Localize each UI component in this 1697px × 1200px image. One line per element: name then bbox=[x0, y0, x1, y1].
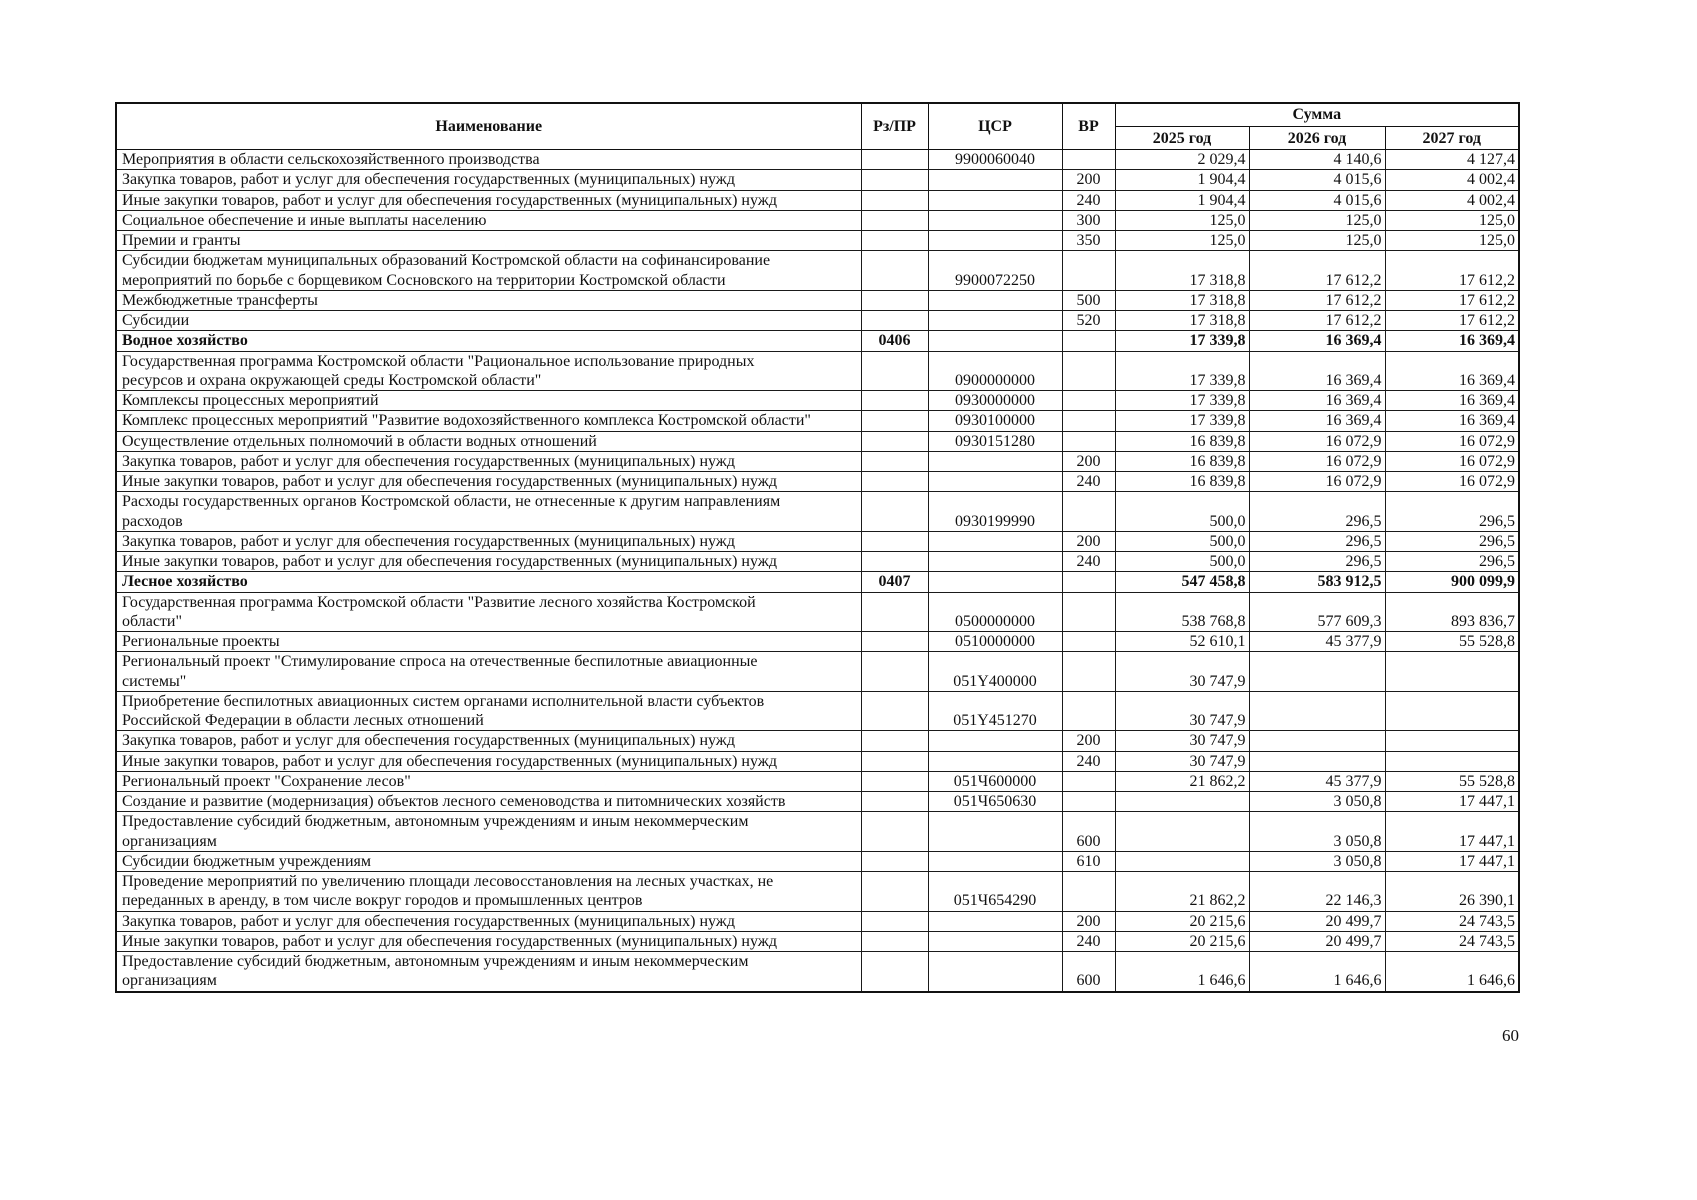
row-sum-2027: 893 836,7 bbox=[1385, 592, 1519, 632]
row-sum-2027: 55 528,8 bbox=[1385, 771, 1519, 791]
row-name: Иные закупки товаров, работ и услуг для обеспечения государственных (муниципальных) нужд bbox=[116, 190, 861, 210]
row-rz-pr bbox=[861, 691, 928, 731]
row-sum-2026 bbox=[1249, 731, 1385, 751]
table-row bbox=[116, 872, 1519, 912]
row-vr: 200 bbox=[1062, 911, 1115, 931]
row-name: Комплексы процессных мероприятий bbox=[116, 391, 861, 411]
row-csr bbox=[928, 812, 1062, 852]
row-sum-2027: 4 002,4 bbox=[1385, 170, 1519, 190]
row-rz-pr bbox=[861, 771, 928, 791]
row-sum-2027: 24 743,5 bbox=[1385, 911, 1519, 931]
row-rz-pr bbox=[861, 391, 928, 411]
row-name: Предоставление субсидий бюджетным, автономным учреждениям и иным некоммерческим организациям bbox=[116, 812, 861, 852]
row-sum-2027: 296,5 bbox=[1385, 531, 1519, 551]
row-rz-pr bbox=[861, 431, 928, 451]
table-row bbox=[116, 170, 1519, 190]
row-name: Межбюджетные трансферты bbox=[116, 290, 861, 310]
row-sum-2025: 21 862,2 bbox=[1115, 872, 1249, 912]
table-row bbox=[116, 391, 1519, 411]
row-csr: 0930151280 bbox=[928, 431, 1062, 451]
table-row bbox=[116, 952, 1519, 992]
row-sum-2026: 16 369,4 bbox=[1249, 391, 1385, 411]
table-row bbox=[116, 771, 1519, 791]
row-rz-pr bbox=[861, 451, 928, 471]
row-csr bbox=[928, 572, 1062, 592]
table-row bbox=[116, 290, 1519, 310]
row-sum-2025: 125,0 bbox=[1115, 210, 1249, 230]
table-row bbox=[116, 592, 1519, 632]
row-sum-2025: 538 768,8 bbox=[1115, 592, 1249, 632]
row-sum-2025 bbox=[1115, 792, 1249, 812]
row-sum-2026: 296,5 bbox=[1249, 492, 1385, 532]
row-sum-2027: 17 447,1 bbox=[1385, 812, 1519, 852]
row-vr bbox=[1062, 351, 1115, 391]
table-header-row bbox=[116, 103, 1519, 127]
row-name: Субсидии бюджетным учреждениям bbox=[116, 851, 861, 871]
row-sum-2025: 17 318,8 bbox=[1115, 251, 1249, 291]
row-vr bbox=[1062, 331, 1115, 351]
row-name: Региональный проект "Сохранение лесов" bbox=[116, 771, 861, 791]
row-sum-2026: 17 612,2 bbox=[1249, 251, 1385, 291]
row-sum-2027 bbox=[1385, 751, 1519, 771]
row-sum-2026: 583 912,5 bbox=[1249, 572, 1385, 592]
row-csr: 051Y400000 bbox=[928, 652, 1062, 692]
row-name: Иные закупки товаров, работ и услуг для обеспечения государственных (муниципальных) нужд bbox=[116, 552, 861, 572]
row-sum-2025: 17 339,8 bbox=[1115, 331, 1249, 351]
row-sum-2027: 4 002,4 bbox=[1385, 190, 1519, 210]
row-name: Комплекс процессных мероприятий "Развитие водохозяйственного комплекса Костромской области" bbox=[116, 411, 861, 431]
row-vr: 500 bbox=[1062, 290, 1115, 310]
row-sum-2026: 3 050,8 bbox=[1249, 851, 1385, 871]
table-row bbox=[116, 632, 1519, 652]
header-rz-pr: Рз/ПР bbox=[861, 103, 928, 150]
row-rz-pr bbox=[861, 311, 928, 331]
row-sum-2026 bbox=[1249, 691, 1385, 731]
header-csr: ЦСР bbox=[928, 103, 1062, 150]
row-sum-2027 bbox=[1385, 652, 1519, 692]
row-sum-2025: 21 862,2 bbox=[1115, 771, 1249, 791]
row-name: Водное хозяйство bbox=[116, 331, 861, 351]
row-rz-pr: 0406 bbox=[861, 331, 928, 351]
row-sum-2026: 20 499,7 bbox=[1249, 931, 1385, 951]
row-rz-pr bbox=[861, 531, 928, 551]
row-sum-2027: 17 447,1 bbox=[1385, 792, 1519, 812]
table-row bbox=[116, 311, 1519, 331]
table-row bbox=[116, 150, 1519, 170]
row-sum-2026: 17 612,2 bbox=[1249, 290, 1385, 310]
table-header bbox=[116, 103, 1519, 150]
row-sum-2025: 125,0 bbox=[1115, 231, 1249, 251]
row-csr bbox=[928, 931, 1062, 951]
row-vr bbox=[1062, 691, 1115, 731]
row-vr: 350 bbox=[1062, 231, 1115, 251]
row-csr: 0930000000 bbox=[928, 391, 1062, 411]
row-csr: 051Ч600000 bbox=[928, 771, 1062, 791]
row-sum-2027: 16 369,4 bbox=[1385, 391, 1519, 411]
row-sum-2027: 16 072,9 bbox=[1385, 431, 1519, 451]
row-sum-2026: 125,0 bbox=[1249, 210, 1385, 230]
header-sum: Сумма bbox=[1115, 103, 1519, 127]
row-sum-2026: 3 050,8 bbox=[1249, 792, 1385, 812]
row-csr: 0930100000 bbox=[928, 411, 1062, 431]
row-name: Региональные проекты bbox=[116, 632, 861, 652]
table-row bbox=[116, 251, 1519, 291]
row-vr: 600 bbox=[1062, 952, 1115, 992]
row-sum-2025: 1 904,4 bbox=[1115, 170, 1249, 190]
row-name: Приобретение беспилотных авиационных систем органами исполнительной власти субъектов Российской Федерации в области лесных отношений bbox=[116, 691, 861, 731]
table-row bbox=[116, 851, 1519, 871]
table-row bbox=[116, 552, 1519, 572]
row-csr: 051Ч654290 bbox=[928, 872, 1062, 912]
row-sum-2027: 17 447,1 bbox=[1385, 851, 1519, 871]
row-rz-pr bbox=[861, 812, 928, 852]
row-vr: 600 bbox=[1062, 812, 1115, 852]
row-csr bbox=[928, 210, 1062, 230]
row-rz-pr bbox=[861, 290, 928, 310]
page-number: 60 bbox=[1502, 1026, 1519, 1045]
row-rz-pr bbox=[861, 851, 928, 871]
row-sum-2026: 3 050,8 bbox=[1249, 812, 1385, 852]
row-sum-2027: 16 369,4 bbox=[1385, 411, 1519, 431]
row-csr: 051Y451270 bbox=[928, 691, 1062, 731]
row-sum-2026: 16 369,4 bbox=[1249, 351, 1385, 391]
row-sum-2027 bbox=[1385, 731, 1519, 751]
row-vr bbox=[1062, 792, 1115, 812]
row-sum-2027: 17 612,2 bbox=[1385, 290, 1519, 310]
row-rz-pr bbox=[861, 872, 928, 912]
row-name: Субсидии bbox=[116, 311, 861, 331]
row-csr: 0900000000 bbox=[928, 351, 1062, 391]
row-rz-pr bbox=[861, 792, 928, 812]
row-vr: 610 bbox=[1062, 851, 1115, 871]
row-sum-2026 bbox=[1249, 652, 1385, 692]
row-vr: 240 bbox=[1062, 190, 1115, 210]
row-vr: 240 bbox=[1062, 552, 1115, 572]
row-sum-2025: 2 029,4 bbox=[1115, 150, 1249, 170]
row-sum-2027: 16 369,4 bbox=[1385, 331, 1519, 351]
row-csr bbox=[928, 952, 1062, 992]
row-rz-pr bbox=[861, 351, 928, 391]
table-body bbox=[116, 150, 1519, 992]
row-csr: 9900072250 bbox=[928, 251, 1062, 291]
row-vr bbox=[1062, 251, 1115, 291]
row-sum-2025: 16 839,8 bbox=[1115, 451, 1249, 471]
row-sum-2027 bbox=[1385, 691, 1519, 731]
row-vr bbox=[1062, 872, 1115, 912]
table-row bbox=[116, 652, 1519, 692]
table-row bbox=[116, 472, 1519, 492]
row-rz-pr bbox=[861, 652, 928, 692]
table-row bbox=[116, 351, 1519, 391]
table-row bbox=[116, 812, 1519, 852]
row-sum-2027: 125,0 bbox=[1385, 231, 1519, 251]
row-sum-2026: 45 377,9 bbox=[1249, 771, 1385, 791]
row-sum-2025: 500,0 bbox=[1115, 492, 1249, 532]
row-name: Премии и гранты bbox=[116, 231, 861, 251]
row-name: Создание и развитие (модернизация) объектов лесного семеноводства и питомнических хозяйств bbox=[116, 792, 861, 812]
row-vr: 200 bbox=[1062, 731, 1115, 751]
row-sum-2026: 296,5 bbox=[1249, 552, 1385, 572]
row-csr bbox=[928, 190, 1062, 210]
row-csr bbox=[928, 290, 1062, 310]
row-vr bbox=[1062, 771, 1115, 791]
row-rz-pr bbox=[861, 931, 928, 951]
row-name: Лесное хозяйство bbox=[116, 572, 861, 592]
row-rz-pr bbox=[861, 731, 928, 751]
row-sum-2027: 1 646,6 bbox=[1385, 952, 1519, 992]
row-sum-2026: 16 369,4 bbox=[1249, 411, 1385, 431]
row-name: Иные закупки товаров, работ и услуг для обеспечения государственных (муниципальных) нужд bbox=[116, 931, 861, 951]
row-vr bbox=[1062, 431, 1115, 451]
row-sum-2025: 30 747,9 bbox=[1115, 731, 1249, 751]
row-sum-2025: 17 318,8 bbox=[1115, 290, 1249, 310]
row-rz-pr bbox=[861, 911, 928, 931]
table-row bbox=[116, 691, 1519, 731]
row-name: Мероприятия в области сельскохозяйственного производства bbox=[116, 150, 861, 170]
row-sum-2026: 17 612,2 bbox=[1249, 311, 1385, 331]
row-vr: 240 bbox=[1062, 751, 1115, 771]
row-name: Расходы государственных органов Костромской области, не отнесенные к другим направлениям расходов bbox=[116, 492, 861, 532]
row-csr bbox=[928, 911, 1062, 931]
row-name: Осуществление отдельных полномочий в области водных отношений bbox=[116, 431, 861, 451]
row-sum-2027: 900 099,9 bbox=[1385, 572, 1519, 592]
row-sum-2025: 500,0 bbox=[1115, 552, 1249, 572]
row-sum-2026: 4 015,6 bbox=[1249, 190, 1385, 210]
row-csr bbox=[928, 531, 1062, 551]
table-row bbox=[116, 731, 1519, 751]
row-rz-pr bbox=[861, 190, 928, 210]
row-sum-2025: 30 747,9 bbox=[1115, 652, 1249, 692]
row-sum-2026 bbox=[1249, 751, 1385, 771]
row-rz-pr: 0407 bbox=[861, 572, 928, 592]
row-sum-2025: 17 339,8 bbox=[1115, 411, 1249, 431]
row-sum-2025: 20 215,6 bbox=[1115, 931, 1249, 951]
row-sum-2026: 16 072,9 bbox=[1249, 451, 1385, 471]
header-vr: ВР bbox=[1062, 103, 1115, 150]
row-name: Иные закупки товаров, работ и услуг для обеспечения государственных (муниципальных) нужд bbox=[116, 751, 861, 771]
row-rz-pr bbox=[861, 552, 928, 572]
row-csr bbox=[928, 311, 1062, 331]
row-rz-pr bbox=[861, 592, 928, 632]
row-sum-2025: 52 610,1 bbox=[1115, 632, 1249, 652]
row-sum-2025: 20 215,6 bbox=[1115, 911, 1249, 931]
row-csr bbox=[928, 472, 1062, 492]
table-row bbox=[116, 210, 1519, 230]
row-csr: 9900060040 bbox=[928, 150, 1062, 170]
row-sum-2026: 16 369,4 bbox=[1249, 331, 1385, 351]
row-sum-2026: 16 072,9 bbox=[1249, 431, 1385, 451]
row-sum-2026: 577 609,3 bbox=[1249, 592, 1385, 632]
table-row bbox=[116, 231, 1519, 251]
row-sum-2026: 20 499,7 bbox=[1249, 911, 1385, 931]
row-sum-2025: 1 904,4 bbox=[1115, 190, 1249, 210]
row-vr bbox=[1062, 492, 1115, 532]
row-csr bbox=[928, 851, 1062, 871]
table-row bbox=[116, 792, 1519, 812]
row-rz-pr bbox=[861, 492, 928, 532]
row-sum-2027: 26 390,1 bbox=[1385, 872, 1519, 912]
row-name: Предоставление субсидий бюджетным, автономным учреждениям и иным некоммерческим организациям bbox=[116, 952, 861, 992]
row-sum-2027: 55 528,8 bbox=[1385, 632, 1519, 652]
row-sum-2026: 4 015,6 bbox=[1249, 170, 1385, 190]
table-row bbox=[116, 451, 1519, 471]
row-sum-2026: 45 377,9 bbox=[1249, 632, 1385, 652]
row-sum-2026: 1 646,6 bbox=[1249, 952, 1385, 992]
row-sum-2025 bbox=[1115, 812, 1249, 852]
row-rz-pr bbox=[861, 472, 928, 492]
row-sum-2025: 500,0 bbox=[1115, 531, 1249, 551]
row-name: Государственная программа Костромской области "Развитие лесного хозяйства Костромской области" bbox=[116, 592, 861, 632]
row-name: Закупка товаров, работ и услуг для обеспечения государственных (муниципальных) нужд bbox=[116, 731, 861, 751]
row-sum-2027: 17 612,2 bbox=[1385, 251, 1519, 291]
row-csr bbox=[928, 170, 1062, 190]
row-vr: 300 bbox=[1062, 210, 1115, 230]
row-sum-2026: 22 146,3 bbox=[1249, 872, 1385, 912]
row-sum-2025: 16 839,8 bbox=[1115, 431, 1249, 451]
row-rz-pr bbox=[861, 411, 928, 431]
table-row bbox=[116, 411, 1519, 431]
row-name: Закупка товаров, работ и услуг для обеспечения государственных (муниципальных) нужд bbox=[116, 451, 861, 471]
row-rz-pr bbox=[861, 251, 928, 291]
row-name: Субсидии бюджетам муниципальных образований Костромской области на софинансирование мероприятий по борьбе с борщевиком Сосновского на территории Костромской области bbox=[116, 251, 861, 291]
row-sum-2027: 24 743,5 bbox=[1385, 931, 1519, 951]
row-vr: 200 bbox=[1062, 170, 1115, 190]
row-sum-2027: 4 127,4 bbox=[1385, 150, 1519, 170]
row-sum-2025: 17 339,8 bbox=[1115, 351, 1249, 391]
row-vr: 520 bbox=[1062, 311, 1115, 331]
row-sum-2027: 16 072,9 bbox=[1385, 451, 1519, 471]
row-csr bbox=[928, 331, 1062, 351]
row-sum-2027: 16 369,4 bbox=[1385, 351, 1519, 391]
row-name: Закупка товаров, работ и услуг для обеспечения государственных (муниципальных) нужд bbox=[116, 911, 861, 931]
row-rz-pr bbox=[861, 210, 928, 230]
row-csr bbox=[928, 552, 1062, 572]
row-sum-2025 bbox=[1115, 851, 1249, 871]
table-row bbox=[116, 931, 1519, 951]
row-name: Проведение мероприятий по увеличению площади лесовосстановления на лесных участках, не переданных в аренду, в том числе вокруг городов и промышленных центров bbox=[116, 872, 861, 912]
header-name: Наименование bbox=[116, 103, 861, 150]
row-sum-2027: 17 612,2 bbox=[1385, 311, 1519, 331]
table-row bbox=[116, 531, 1519, 551]
row-sum-2025: 1 646,6 bbox=[1115, 952, 1249, 992]
row-sum-2027: 296,5 bbox=[1385, 492, 1519, 532]
header-year-2027: 2027 год bbox=[1385, 127, 1519, 150]
row-vr bbox=[1062, 592, 1115, 632]
row-sum-2027: 125,0 bbox=[1385, 210, 1519, 230]
row-sum-2026: 16 072,9 bbox=[1249, 472, 1385, 492]
row-csr bbox=[928, 731, 1062, 751]
row-rz-pr bbox=[861, 170, 928, 190]
row-vr bbox=[1062, 150, 1115, 170]
header-year-2025: 2025 год bbox=[1115, 127, 1249, 150]
row-vr bbox=[1062, 391, 1115, 411]
row-name: Социальное обеспечение и иные выплаты населению bbox=[116, 210, 861, 230]
row-rz-pr bbox=[861, 150, 928, 170]
row-sum-2027: 296,5 bbox=[1385, 552, 1519, 572]
table-row bbox=[116, 572, 1519, 592]
row-sum-2026: 296,5 bbox=[1249, 531, 1385, 551]
row-name: Региональный проект "Стимулирование спроса на отечественные беспилотные авиационные системы" bbox=[116, 652, 861, 692]
row-vr: 200 bbox=[1062, 531, 1115, 551]
row-rz-pr bbox=[861, 751, 928, 771]
row-vr bbox=[1062, 411, 1115, 431]
header-year-2026: 2026 год bbox=[1249, 127, 1385, 150]
table-row bbox=[116, 331, 1519, 351]
row-csr: 051Ч650630 bbox=[928, 792, 1062, 812]
row-csr bbox=[928, 751, 1062, 771]
row-vr: 240 bbox=[1062, 472, 1115, 492]
row-sum-2025: 17 318,8 bbox=[1115, 311, 1249, 331]
row-vr: 200 bbox=[1062, 451, 1115, 471]
budget-table bbox=[115, 102, 1520, 993]
row-rz-pr bbox=[861, 632, 928, 652]
row-sum-2026: 125,0 bbox=[1249, 231, 1385, 251]
row-name: Закупка товаров, работ и услуг для обеспечения государственных (муниципальных) нужд bbox=[116, 531, 861, 551]
row-vr bbox=[1062, 652, 1115, 692]
row-vr bbox=[1062, 632, 1115, 652]
row-name: Государственная программа Костромской области "Рациональное использование природных ресурсов и охрана окружающей среды Костромской области" bbox=[116, 351, 861, 391]
row-sum-2025: 30 747,9 bbox=[1115, 691, 1249, 731]
row-csr: 0500000000 bbox=[928, 592, 1062, 632]
table-row bbox=[116, 431, 1519, 451]
row-name: Закупка товаров, работ и услуг для обеспечения государственных (муниципальных) нужд bbox=[116, 170, 861, 190]
row-sum-2025: 547 458,8 bbox=[1115, 572, 1249, 592]
row-vr: 240 bbox=[1062, 931, 1115, 951]
row-csr bbox=[928, 231, 1062, 251]
row-rz-pr bbox=[861, 231, 928, 251]
row-name: Иные закупки товаров, работ и услуг для обеспечения государственных (муниципальных) нужд bbox=[116, 472, 861, 492]
row-sum-2027: 16 072,9 bbox=[1385, 472, 1519, 492]
table-row bbox=[116, 190, 1519, 210]
table-row bbox=[116, 492, 1519, 532]
row-sum-2025: 30 747,9 bbox=[1115, 751, 1249, 771]
table-row bbox=[116, 911, 1519, 931]
table-row bbox=[116, 751, 1519, 771]
row-csr: 0930199990 bbox=[928, 492, 1062, 532]
row-sum-2025: 17 339,8 bbox=[1115, 391, 1249, 411]
row-sum-2026: 4 140,6 bbox=[1249, 150, 1385, 170]
row-sum-2025: 16 839,8 bbox=[1115, 472, 1249, 492]
row-csr bbox=[928, 451, 1062, 471]
row-rz-pr bbox=[861, 952, 928, 992]
row-csr: 0510000000 bbox=[928, 632, 1062, 652]
row-vr bbox=[1062, 572, 1115, 592]
